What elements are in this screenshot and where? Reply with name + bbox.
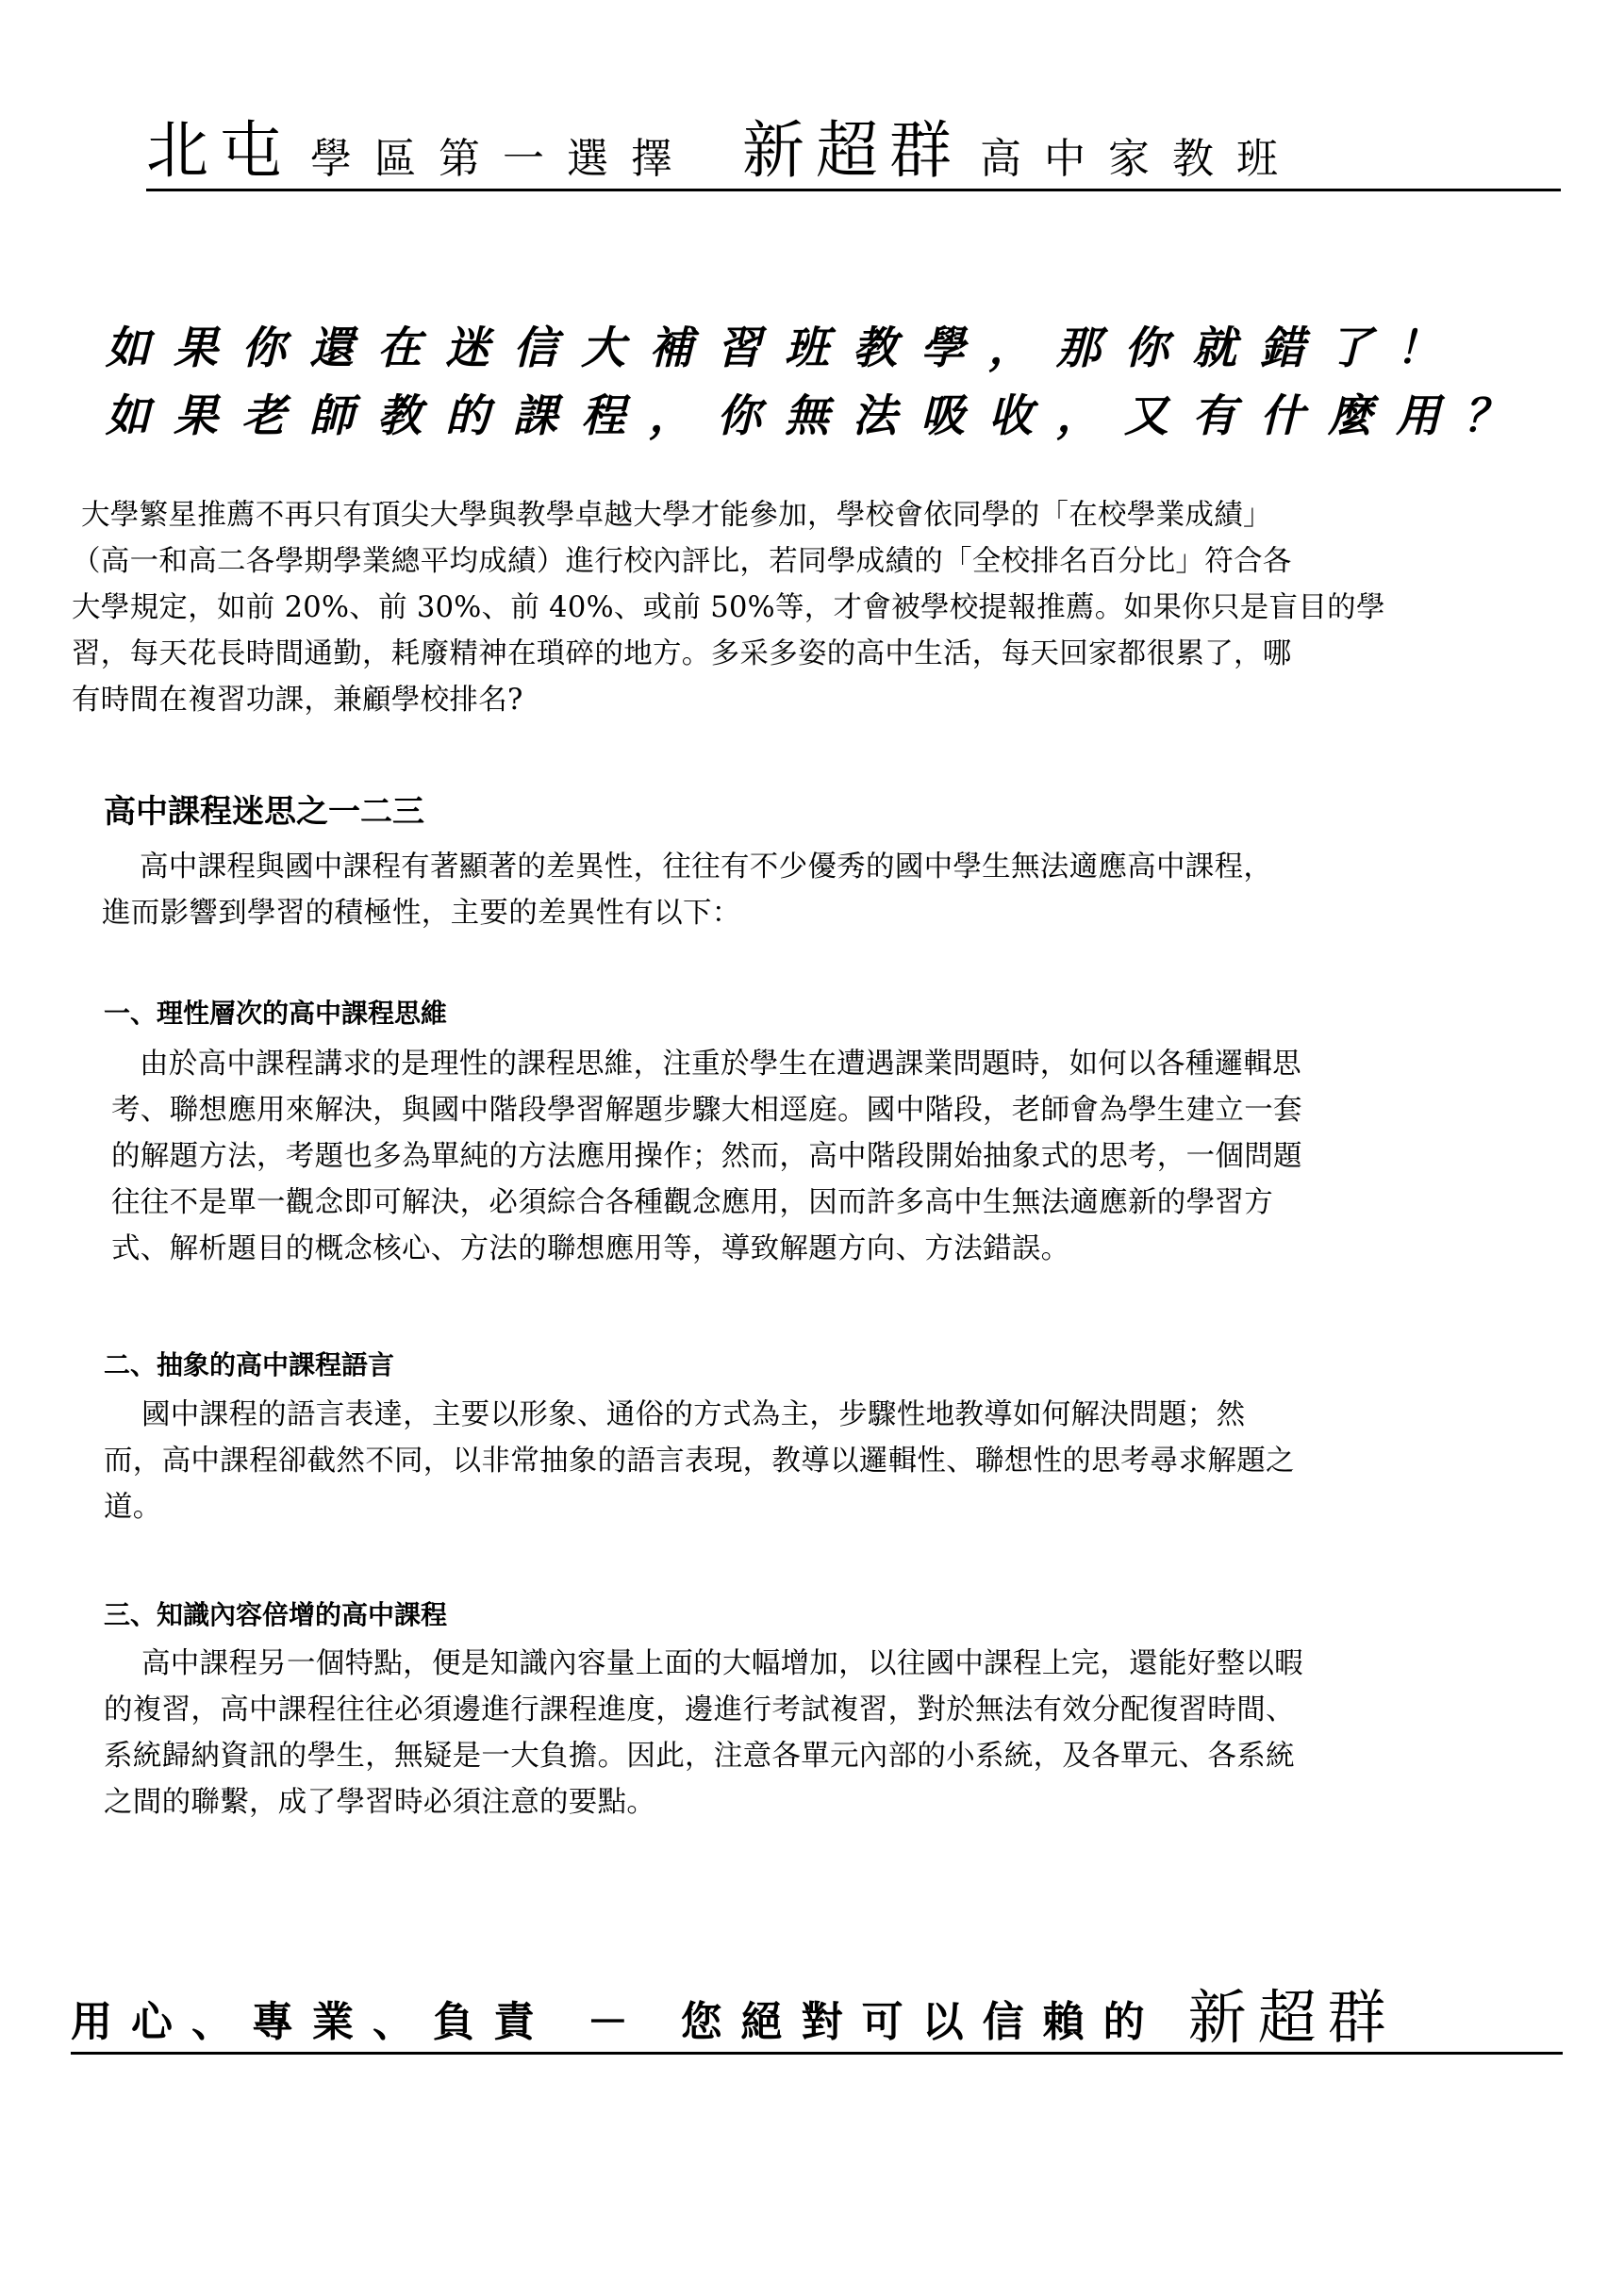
subsection-body-2: 國中課程的語言表達，主要以形象、通俗的方式為主，步驟性地教導如何解決問題；然 而，高中課程卻截然不同，以非常抽象的語言表現，教導以邏輯性、聯想性的思考尋求解題之 道。 [104,1398,1295,1524]
subsection-body-1: 由於高中課程講求的是理性的課程思維，注重於學生在遭遇課業問題時，如何以各種邏輯思 考、聯想應用來解決，與國中階段學習解題步驟大相逕庭。國中階段，老師會為學生建立一套 的解題方法，考題也多為單純的方法應用操作；然而，高中階段開始抽象式的思考，一個問題 往往不是單一觀念即可解決，必須綜合各種觀念應用，因而許多高中生無法適應新的學習方 式、解析題目的概念核心、方法的聯想應用等，導致解題方向、方法錯誤。 [111,1048,1302,1265]
subsection-body-3: 高中課程另一個特點，便是知識內容量上面的大幅增加，以往國中課程上完，還能好整以暇 的複習，高中課程往往必須邊進行課程進度，邊進行考試複習，對於無法有效分配復習時間、 系統歸納資訊的學生，無疑是一大負擔。因此，注意各單元內部的小系統，及各單元、各系統 之間的聯繫，成了學習時必須注意的要點。 [104,1647,1303,1819]
page-header [146,111,1561,191]
subsection-title-3: 三、知識內容倍增的高中課程 [104,1599,448,1630]
page-footer [71,1980,1563,2055]
subsection-title-2: 二、抽象的高中課程語言 [104,1349,395,1380]
intro-paragraph: 大學繁星推薦不再只有頂尖大學與教學卓越大學才能參加，學校會依同學的「在校學業成績」 （高一和高二各學期學業總平均成績）進行校內評比，若同學成績的「全校排名百分比」符合各 大學規定，如前 20%、前 30%、前 40%、或前 50%等，才會被學校提報推薦。如果你只是盲目的學 習，每天花長時間通勤，耗廢精神在瑣碎的地方。多采多姿的高中生活，每天回家都很累了，哪 有時間在複習功課，兼顧學校排名? [72,499,1385,717]
header-brand: 新超群 [742,114,963,187]
footer-brand: 新超群 [1187,1983,1398,2052]
footer-motto: 用心、專業、負責 － 您絕對可以信賴的 [71,1998,1164,2046]
myth-intro-paragraph: 高中課程與國中課程有著顯著的差異性，往往有不少優秀的國中學生無法適應高中課程， 進而影響到學習的積極性，主要的差異性有以下： [102,851,1273,930]
header-tagline: 學區第一選擇 [310,135,695,183]
section-heading-myths: 高中課程迷思之一二三 [104,793,424,831]
header-district: 北屯 [146,114,293,187]
header-school-type: 高中家教班 [980,135,1301,183]
subsection-title-1: 一、理性層次的高中課程思維 [104,998,448,1029]
slogan-line-1: 如果你還在迷信大補習班教學，那你就錯了！ [106,322,1464,374]
slogan-line-2: 如果老師教的課程，你無法吸收，又有什麼用？ [106,390,1532,442]
